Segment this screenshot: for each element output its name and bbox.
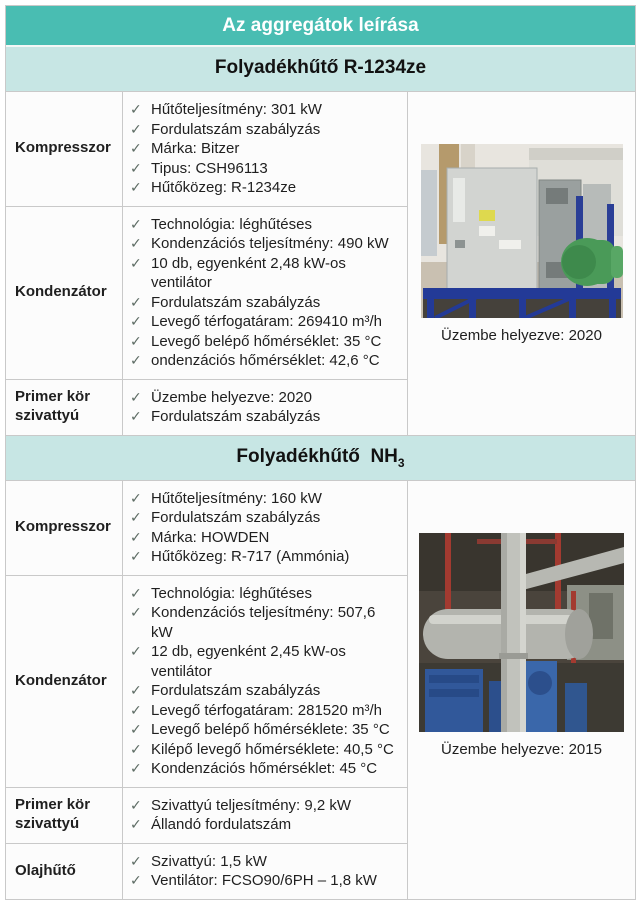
check-icon: ✓ <box>130 179 142 195</box>
spec-item <box>130 871 403 891</box>
section-title-subscript: 3 <box>397 455 405 470</box>
spec-text: Levegő térfogatáram: 281520 m³/h <box>151 701 382 719</box>
spec-text: Levegő belépő hőmérséklete: 35 °C <box>151 721 390 738</box>
spec-text: Hűtőteljesítmény: 301 kW <box>151 101 322 118</box>
spec-item <box>130 254 403 293</box>
spec-text: Márka: Bitzer <box>151 140 240 157</box>
spec-text: Márka: HOWDEN <box>151 528 270 546</box>
check-icon: ✓ <box>130 872 142 888</box>
spec-item <box>130 388 403 408</box>
spec-text: 12 db, egyenként 2,45 kW-os ventilátor <box>151 643 346 680</box>
spec-text: Fordulatszám szabályzás <box>151 293 321 311</box>
spec-list-primer-kor-szivattyu <box>123 380 407 435</box>
check-icon: ✓ <box>130 140 142 156</box>
row-label-kompresszor: Kompresszor <box>6 92 122 206</box>
check-icon: ✓ <box>130 159 142 176</box>
check-icon: ✓ <box>130 254 142 271</box>
table-title-bar <box>6 6 635 47</box>
spec-text: Technológia: léghűtéses <box>151 584 312 602</box>
spec-item <box>130 178 403 198</box>
spec-item <box>130 100 403 120</box>
spec-text: Kilépő levegő hőmérséklete: 40,5 °C <box>151 740 394 758</box>
photo-cell-nh3 <box>408 481 635 899</box>
row-label-kompresszor: Kompresszor <box>6 481 122 575</box>
spec-text: Kondenzációs hőmérséklet: 45 °C <box>151 760 378 777</box>
check-icon: ✓ <box>130 721 142 737</box>
chiller-r1234ze-photo <box>421 144 623 318</box>
spec-text: Technológia: léghűtéses <box>151 215 312 233</box>
spec-text: Hűtőközeg: R-1234ze <box>151 179 297 196</box>
check-icon: ✓ <box>130 796 142 813</box>
spec-item <box>130 351 403 371</box>
spec-item <box>130 293 403 313</box>
spec-item <box>130 332 403 352</box>
spec-list-kompresszor <box>123 92 407 206</box>
section-title-bar-nh3 <box>6 436 635 481</box>
check-icon: ✓ <box>130 489 142 506</box>
section-body-nh3 <box>6 481 635 899</box>
section-body-r1234ze <box>6 92 635 436</box>
spec-item <box>130 815 403 835</box>
spec-item <box>130 796 403 816</box>
row-label-olajhuto: Olajhűtő <box>6 844 122 899</box>
spec-text: Állandó fordulatszám <box>151 816 292 833</box>
check-icon: ✓ <box>130 101 142 117</box>
section-title-bar-r1234ze <box>6 47 635 92</box>
check-icon: ✓ <box>130 528 142 545</box>
photo-caption-2020: Üzembe helyezve: 2020 <box>441 327 602 344</box>
spec-text: Szivattyú: 1,5 kW <box>151 852 267 870</box>
spec-item <box>130 120 403 140</box>
spec-text: Kondenzációs teljesítmény: 507,6 kW <box>151 604 376 641</box>
spec-text: Levegő belépő hőmérséklet: 35 °C <box>151 332 382 350</box>
check-icon: ✓ <box>130 604 142 620</box>
spec-item <box>130 215 403 235</box>
check-icon: ✓ <box>130 701 142 718</box>
spec-list-kondenzator <box>123 207 407 379</box>
spec-item <box>130 642 403 681</box>
spec-text: Üzembe helyezve: 2020 <box>151 388 312 406</box>
check-icon: ✓ <box>130 235 142 251</box>
check-icon: ✓ <box>130 760 142 776</box>
check-icon: ✓ <box>130 816 142 832</box>
spec-text: Ventilátor: FCSO90/6PH – 1,8 kW <box>151 872 377 889</box>
spec-item <box>130 603 403 642</box>
photo-caption-2015: Üzembe helyezve: 2015 <box>441 740 602 758</box>
spec-item <box>130 852 403 872</box>
check-icon: ✓ <box>130 584 142 601</box>
spec-item <box>130 528 403 548</box>
spec-text: Levegő térfogatáram: 269410 m³/h <box>151 313 382 330</box>
spec-item <box>130 312 403 332</box>
check-icon: ✓ <box>130 643 142 659</box>
check-icon: ✓ <box>130 740 142 757</box>
check-icon: ✓ <box>130 313 142 329</box>
check-icon: ✓ <box>130 509 142 525</box>
section-title-text: Folyadékhűtő NH <box>236 445 398 467</box>
check-icon: ✓ <box>130 548 142 564</box>
spec-item <box>130 740 403 760</box>
spec-item <box>130 759 403 779</box>
spec-text: ondenzációs hőmérséklet: 42,6 °C <box>151 352 380 369</box>
check-icon: ✓ <box>130 682 142 698</box>
spec-text: 10 db, egyenként 2,48 kW-os ventilátor <box>151 254 346 291</box>
spec-text: Fordulatszám szabályzás <box>151 682 321 699</box>
spec-list-primer-kor-szivattyu <box>123 788 407 843</box>
chiller-nh3-photo <box>419 533 624 732</box>
row-label-primer-kor-szivattyu: Primer kör szivattyú <box>6 380 122 435</box>
spec-item <box>130 159 403 179</box>
spec-text: Szivattyú teljesítmény: 9,2 kW <box>151 796 352 814</box>
table-title: Az aggregátok leírása <box>222 14 419 36</box>
spec-list-olajhuto <box>123 844 407 899</box>
spec-text: Fordulatszám szabályzás <box>151 408 321 425</box>
spec-text: Kondenzációs teljesítmény: 490 kW <box>151 235 389 252</box>
spec-list-kompresszor <box>123 481 407 575</box>
spec-item <box>130 234 403 254</box>
check-icon: ✓ <box>130 293 142 310</box>
row-label-kondenzator: Kondenzátor <box>6 207 122 379</box>
spec-item <box>130 701 403 721</box>
check-icon: ✓ <box>130 852 142 869</box>
row-label-kondenzator: Kondenzátor <box>6 576 122 787</box>
check-icon: ✓ <box>130 332 142 349</box>
check-icon: ✓ <box>130 215 142 232</box>
spec-text: Tipus: CSH96113 <box>151 159 268 177</box>
spec-text: Fordulatszám szabályzás <box>151 509 321 526</box>
check-icon: ✓ <box>130 120 142 137</box>
check-icon: ✓ <box>130 388 142 405</box>
section-title-text: Folyadékhűtő R-1234ze <box>214 57 427 79</box>
spec-item <box>130 681 403 701</box>
aggregates-table <box>5 5 636 900</box>
spec-item <box>130 139 403 159</box>
spec-list-kondenzator <box>123 576 407 787</box>
spec-item <box>130 720 403 740</box>
spec-item <box>130 407 403 427</box>
check-icon: ✓ <box>130 408 142 424</box>
section-title-nh3 <box>236 446 404 470</box>
check-icon: ✓ <box>130 352 142 368</box>
spec-item <box>130 584 403 604</box>
spec-item <box>130 489 403 509</box>
spec-item <box>130 547 403 567</box>
spec-text: Hűtőteljesítmény: 160 kW <box>151 489 322 507</box>
row-label-primer-kor-szivattyu: Primer kör szivattyú <box>6 788 122 843</box>
photo-cell-r1234ze <box>408 92 635 435</box>
section-title-r1234ze <box>215 57 426 81</box>
spec-item <box>130 508 403 528</box>
spec-text: Fordulatszám szabályzás <box>151 120 321 138</box>
spec-text: Hűtőközeg: R-717 (Ammónia) <box>151 548 350 565</box>
